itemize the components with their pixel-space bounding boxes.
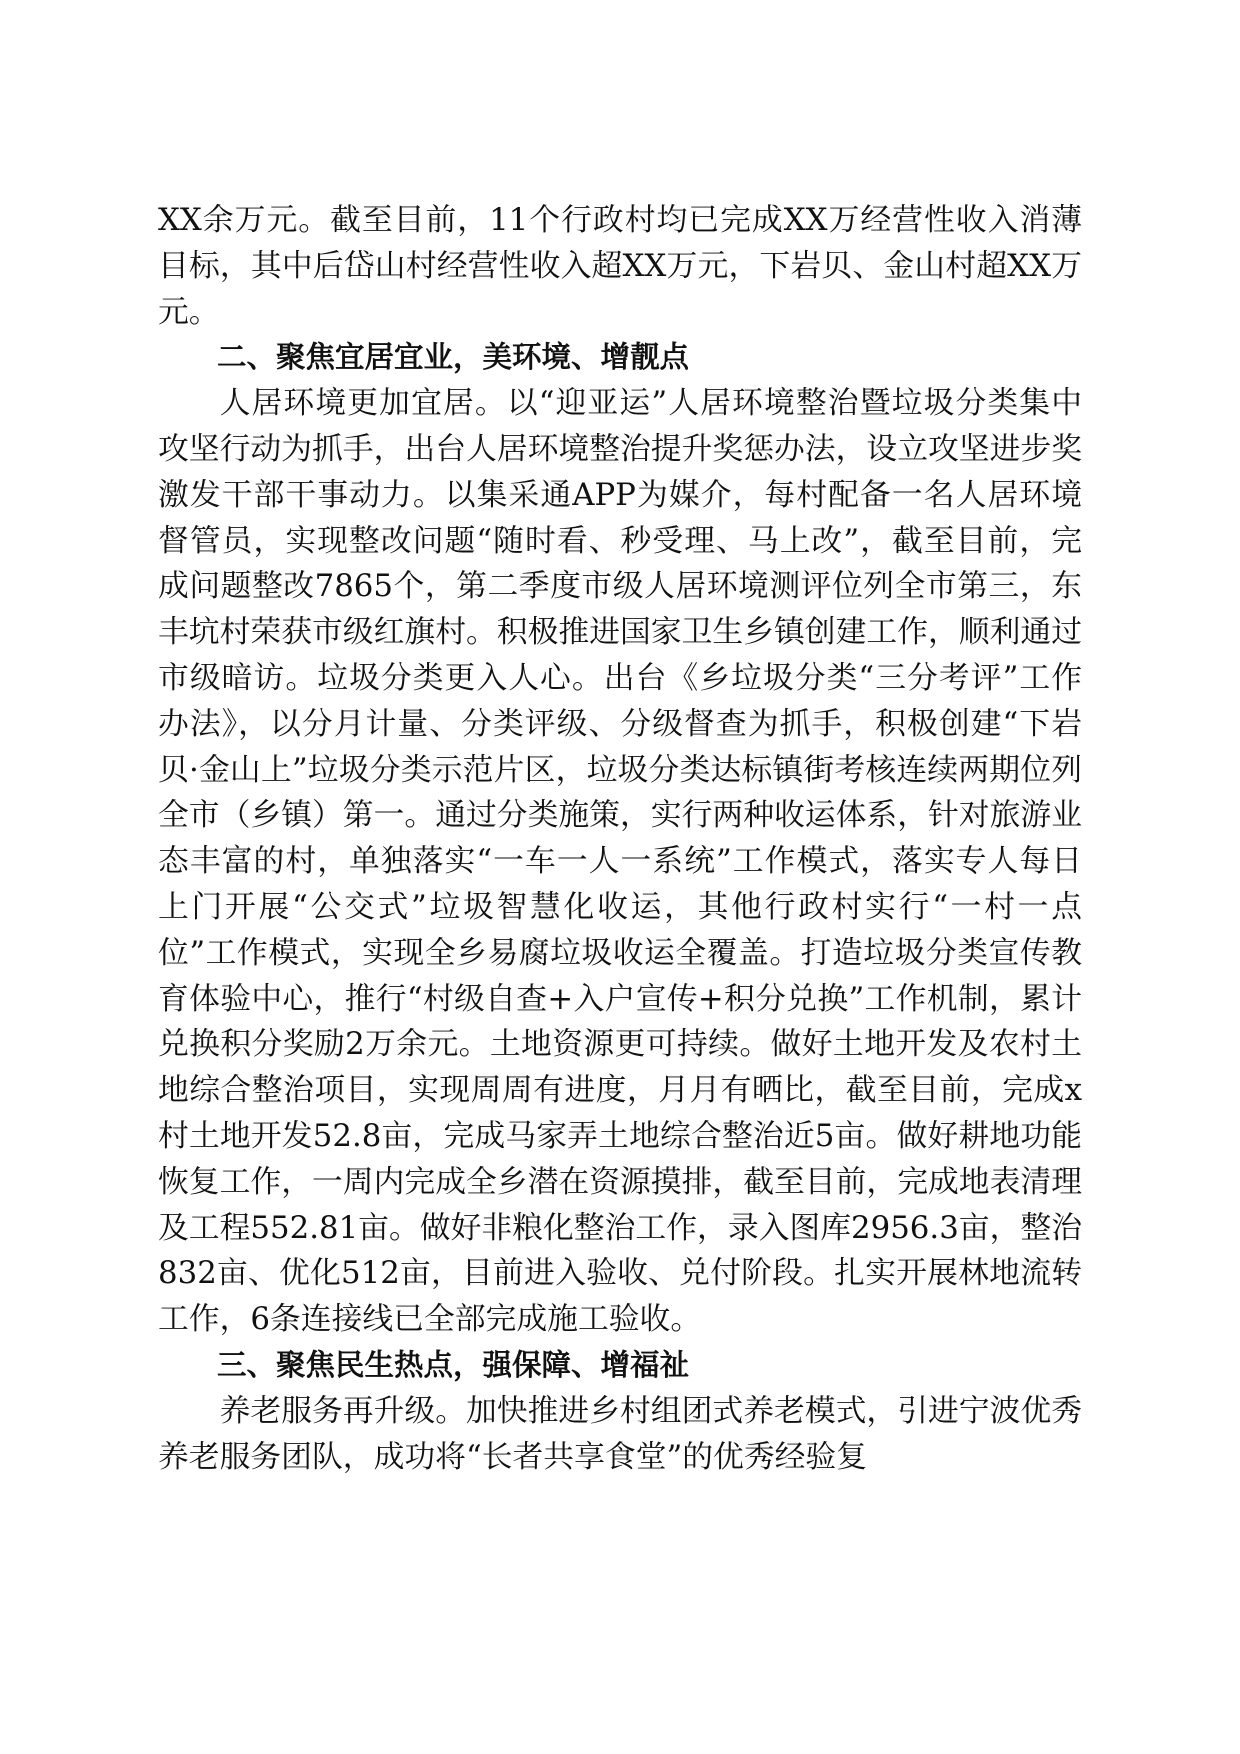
body-paragraph-elderly-care: 养老服务再升级。加快推进乡村组团式养老模式，引进宁波优秀养老服务团队，成功将“长者共享食堂”的优秀经验复 xyxy=(158,1392,1082,1475)
section-heading-2: 二、聚焦宜居宜业，美环境、增靓点 xyxy=(217,340,690,375)
section-heading-3: 三、聚焦民生热点，强保障、增福祉 xyxy=(217,1347,690,1382)
document-page xyxy=(158,198,1082,1480)
body-paragraph-continued: XX余万元。截至目前，11个行政村均已完成XX万经营性收入消薄目标，其中后岱山村经营性收入超XX万元，下岩贝、金山村超XX万元。 xyxy=(158,202,1082,330)
body-paragraph-living-environment: 人居环境更加宜居。以“迎亚运”人居环境整治暨垃圾分类集中攻坚行动为抓手，出台人居环境整治提升奖惩办法，设立攻坚进步奖激发干部干事动力。以集采通APP为媒介，每村配备一名人居环境督管员，实现整改问题“随时看、秒受理、马上改”，截至目前，完成问题整改7865个，第二季度市级人居环境测评位列全市第三，东丰坑村荣获市级红旗村。积极推进国家卫生乡镇创建工作，顺利通过市级暗访。垃圾分类更入人心。出台《乡垃圾分类“三分考评”工作办法》，以分月计量、分类评级、分级督查为抓手，积极创建“下岩贝·金山上”垃圾分类示范片区，垃圾分类达标镇街考核连续两期位列全市（乡镇）第一。通过分类施策，实行两种收运体系，针对旅游业态丰富的村，单独落实“一车一人一系统”工作模式，落实专人每日上门开展“公交式”垃圾智慧化收运，其他行政村实行“一村一点位”工作模式，实现全乡易腐垃圾收运全覆盖。打造垃圾分类宣传教育体验中心，推行“村级自查+入户宣传+积分兑换”工作机制，累计兑换积分奖励2万余元。土地资源更可持续。做好土地开发及农村土地综合整治项目，实现周周有进度，月月有晒比，截至目前，完成x村土地开发52.8亩，完成马家弄土地综合整治近5亩。做好耕地功能恢复工作，一周内完成全乡潜在资源摸排，截至目前，完成地表清理及工程552.81亩。做好非粮化整治工作，录入图库2956.3亩，整治832亩、优化512亩，目前进入验收、兑付阶段。扎实开展林地流转工作，6条连接线已全部完成施工验收。 xyxy=(158,385,1082,1338)
